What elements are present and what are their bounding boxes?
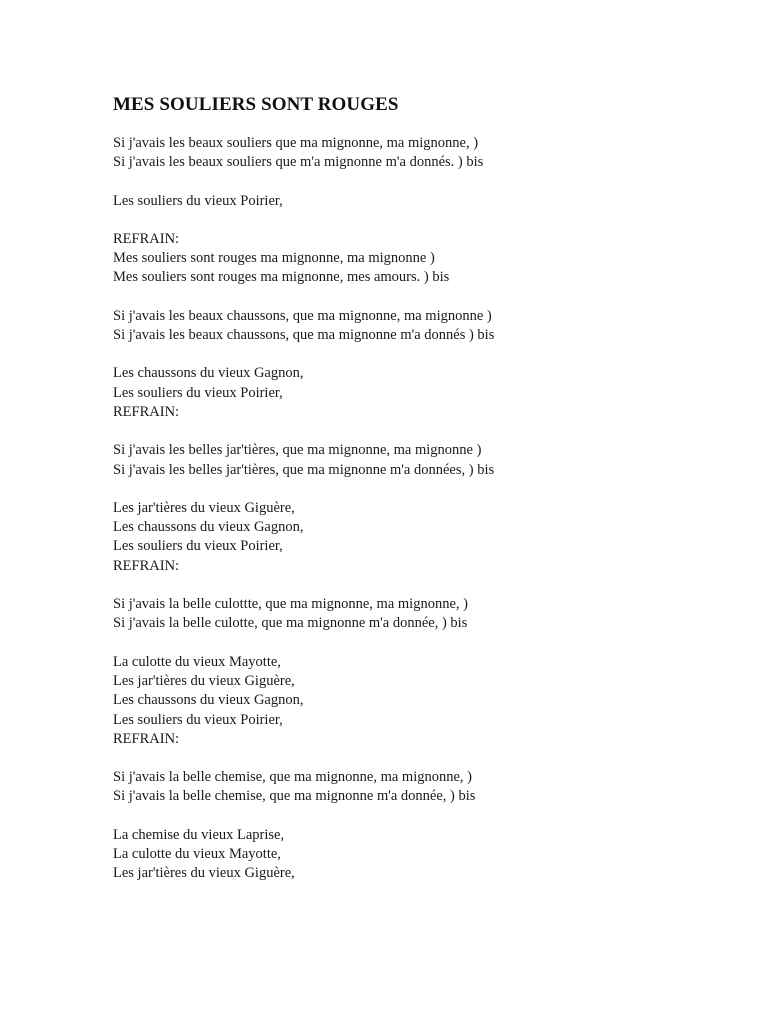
lyric-line: Si j'avais les beaux souliers que m'a mignonne m'a donnés. ) bis bbox=[113, 154, 484, 171]
stanza bbox=[113, 364, 733, 422]
lyric-line: Mes souliers sont rouges ma mignonne, ma mignonne ) bbox=[113, 250, 435, 267]
lyric-line: Si j'avais la belle culottte, que ma mignonne, ma mignonne, ) bbox=[113, 596, 468, 613]
lyric-line: REFRAIN: bbox=[113, 230, 180, 247]
lyric-line: La culotte du vieux Mayotte, bbox=[113, 653, 281, 670]
stanza bbox=[113, 134, 733, 173]
lyric-line: Les chaussons du vieux Gagnon, bbox=[113, 519, 304, 536]
lyric-line: Si j'avais la belle chemise, que ma mignonne, ma mignonne, ) bbox=[113, 769, 472, 786]
lyric-line: Les chaussons du vieux Gagnon, bbox=[113, 365, 304, 382]
lyric-line: Mes souliers sont rouges ma mignonne, mes amours. ) bis bbox=[113, 269, 450, 286]
stanza bbox=[113, 192, 733, 211]
stanza bbox=[113, 768, 733, 807]
lyric-line: Si j'avais les beaux souliers que ma mignonne, ma mignonne, ) bbox=[113, 135, 479, 151]
stanza bbox=[113, 826, 733, 884]
stanza bbox=[113, 441, 733, 480]
lyric-line: Si j'avais la belle culotte, que ma mignonne m'a donnée, ) bis bbox=[113, 615, 468, 632]
lyric-line: La culotte du vieux Mayotte, bbox=[113, 846, 281, 863]
lyric-line: Si j'avais les belles jar'tières, que ma mignonne, ma mignonne ) bbox=[113, 442, 482, 459]
lyric-line: Si j'avais les beaux chaussons, que ma mignonne m'a donnés ) bis bbox=[113, 327, 495, 344]
lyric-line: REFRAIN: bbox=[113, 403, 180, 420]
song-title: MES SOULIERS SONT ROUGES bbox=[113, 94, 399, 115]
stanza bbox=[113, 653, 733, 749]
lyrics-body bbox=[113, 134, 733, 884]
lyric-line: Si j'avais la belle chemise, que ma mignonne m'a donnée, ) bis bbox=[113, 788, 476, 805]
stanza bbox=[113, 307, 733, 346]
stanza bbox=[113, 499, 733, 576]
lyric-line: Si j'avais les belles jar'tières, que ma mignonne m'a données, ) bis bbox=[113, 461, 495, 478]
lyric-line: Si j'avais les beaux chaussons, que ma mignonne, ma mignonne ) bbox=[113, 307, 492, 324]
lyric-line: Les souliers du vieux Poirier, bbox=[113, 192, 283, 209]
lyric-line: Les souliers du vieux Poirier, bbox=[113, 538, 283, 555]
lyric-line: Les jar'tières du vieux Giguère, bbox=[113, 499, 295, 516]
lyric-line: REFRAIN: bbox=[113, 557, 180, 574]
lyric-line: Les jar'tières du vieux Giguère, bbox=[113, 672, 295, 689]
stanza bbox=[113, 230, 733, 288]
lyric-line: Les jar'tières du vieux Giguère, bbox=[113, 865, 295, 882]
lyric-line: Les souliers du vieux Poirier, bbox=[113, 711, 283, 728]
stanza bbox=[113, 595, 733, 634]
document-page bbox=[113, 94, 733, 903]
lyric-line: Les souliers du vieux Poirier, bbox=[113, 384, 283, 401]
lyric-line: Les chaussons du vieux Gagnon, bbox=[113, 692, 304, 709]
lyric-line: REFRAIN: bbox=[113, 730, 180, 747]
lyric-line: La chemise du vieux Laprise, bbox=[113, 826, 285, 843]
